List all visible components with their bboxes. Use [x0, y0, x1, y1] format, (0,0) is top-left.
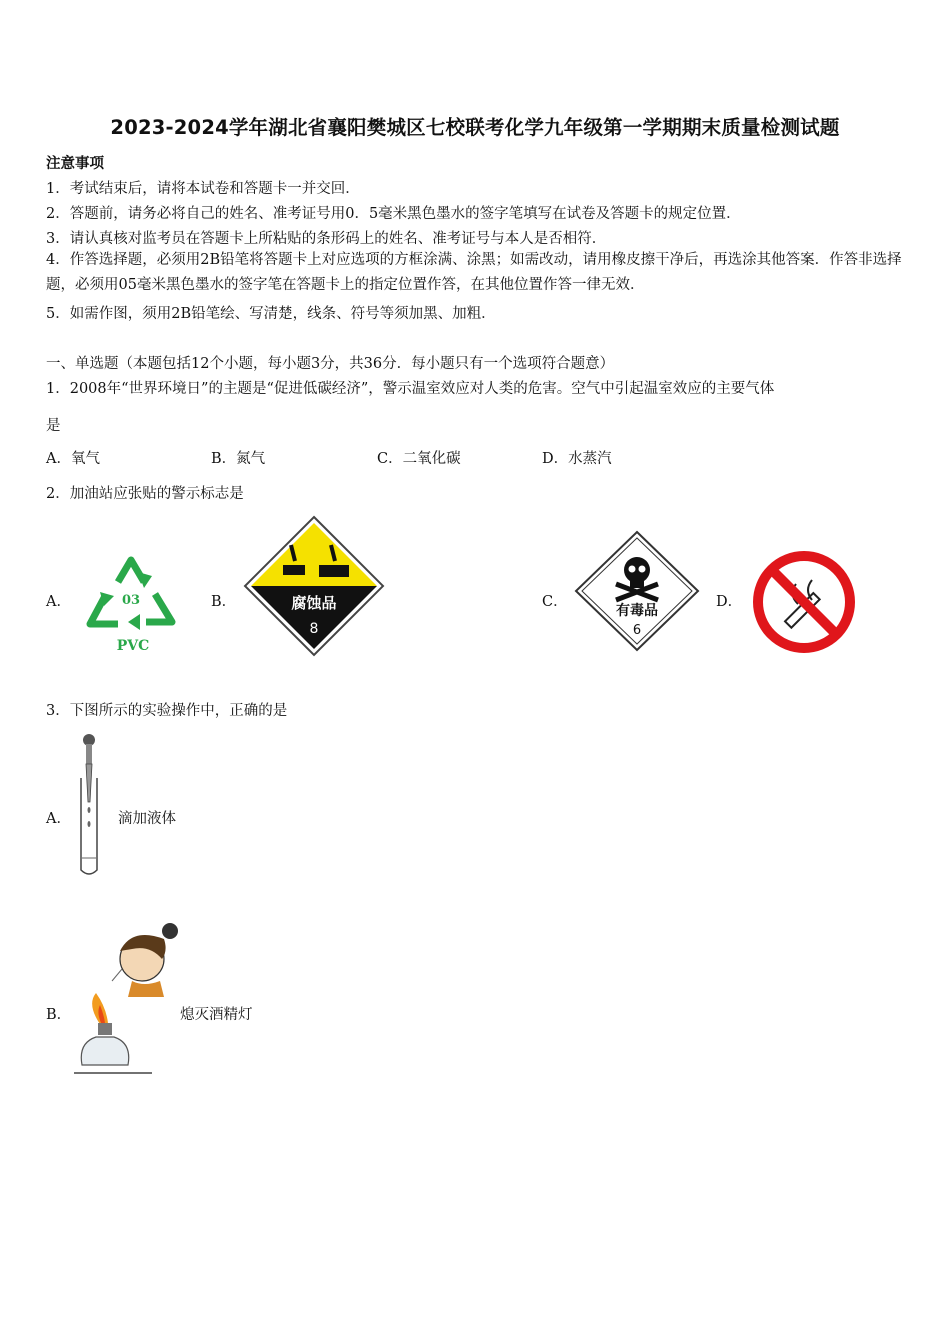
- no-smoking-sign-image: [752, 550, 856, 658]
- notice-item-4: 4．作答选择题，必须用2B铅笔将答题卡上对应选项的方框涂满、涂黑；如需改动，请用橡皮擦干净后，再选涂其他答案．作答非选择题，必须用05毫米黑色墨水的签字笔在答题卡上的指定位置作答，在其他位置作答一律无效．: [46, 252, 902, 293]
- q2-label-a: A．: [46, 594, 71, 610]
- notice-item-5: 5．如需作图，须用2B铅笔绘、写清楚，线条、符号等须加黑、加粗．: [46, 306, 496, 322]
- q2-stem: 2．加油站应张贴的警示标志是: [46, 486, 244, 502]
- q3-label-b: B．: [46, 1007, 72, 1023]
- q3-caption-a: 滴加液体: [118, 811, 176, 827]
- section-heading: 一、单选题（本题包括12个小题，每小题3分，共36分．每小题只有一个选项符合题意）: [46, 356, 615, 372]
- blowing-lamp-image: [72, 915, 182, 1084]
- dropper-test-tube-image: [76, 730, 102, 884]
- q2-label-c: C．: [542, 594, 568, 610]
- q3-stem: 3．下图所示的实验操作中，正确的是: [46, 703, 288, 719]
- q2-label-d: D．: [716, 594, 743, 610]
- q1-option-a: A．氧气: [46, 451, 100, 467]
- q1-option-b: B．氮气: [211, 451, 266, 467]
- q1-stem-line1: 1．2008年“世界环境日”的主题是“促进低碳经济”，警示温室效应对人类的危害。空气中引起温室效应的主要气体: [46, 381, 775, 397]
- recycling-sign-image: [78, 536, 184, 658]
- q3-caption-b: 熄灭酒精灯: [180, 1007, 253, 1023]
- notice-item-1: 1．考试结束后，请将本试卷和答题卡一并交回．: [46, 181, 360, 197]
- q2-label-b: B．: [211, 594, 237, 610]
- sign-b-number: 8: [309, 621, 319, 637]
- sign-b-text: 腐蚀品: [291, 594, 337, 612]
- sign-a-number: 03: [121, 593, 141, 608]
- sign-c-number: 6: [632, 623, 642, 638]
- corrosive-sign-image: [243, 515, 385, 661]
- toxic-sign-image: [574, 530, 700, 656]
- notice-item-2: 2．答题前，请务必将自己的姓名、准考证号用0．5毫米黑色墨水的签字笔填写在试卷及答题卡的规定位置．: [46, 206, 741, 222]
- q1-option-c: C．二氧化碳: [377, 451, 461, 467]
- q3-label-a: A．: [46, 811, 71, 827]
- notice-heading: 注意事项: [46, 155, 104, 172]
- sign-c-text: 有毒品: [616, 603, 658, 619]
- notice-item-3: 3．请认真核对监考员在答题卡上所粘贴的条形码上的姓名、准考证号与本人是否相符．: [46, 231, 607, 247]
- q1-option-d: D．水蒸汽: [542, 451, 612, 467]
- sign-a-text: PVC: [116, 638, 150, 654]
- q1-stem-line2: 是: [46, 418, 61, 434]
- document-title: 2023-2024学年湖北省襄阳樊城区七校联考化学九年级第一学期期末质量检测试题: [110, 116, 840, 139]
